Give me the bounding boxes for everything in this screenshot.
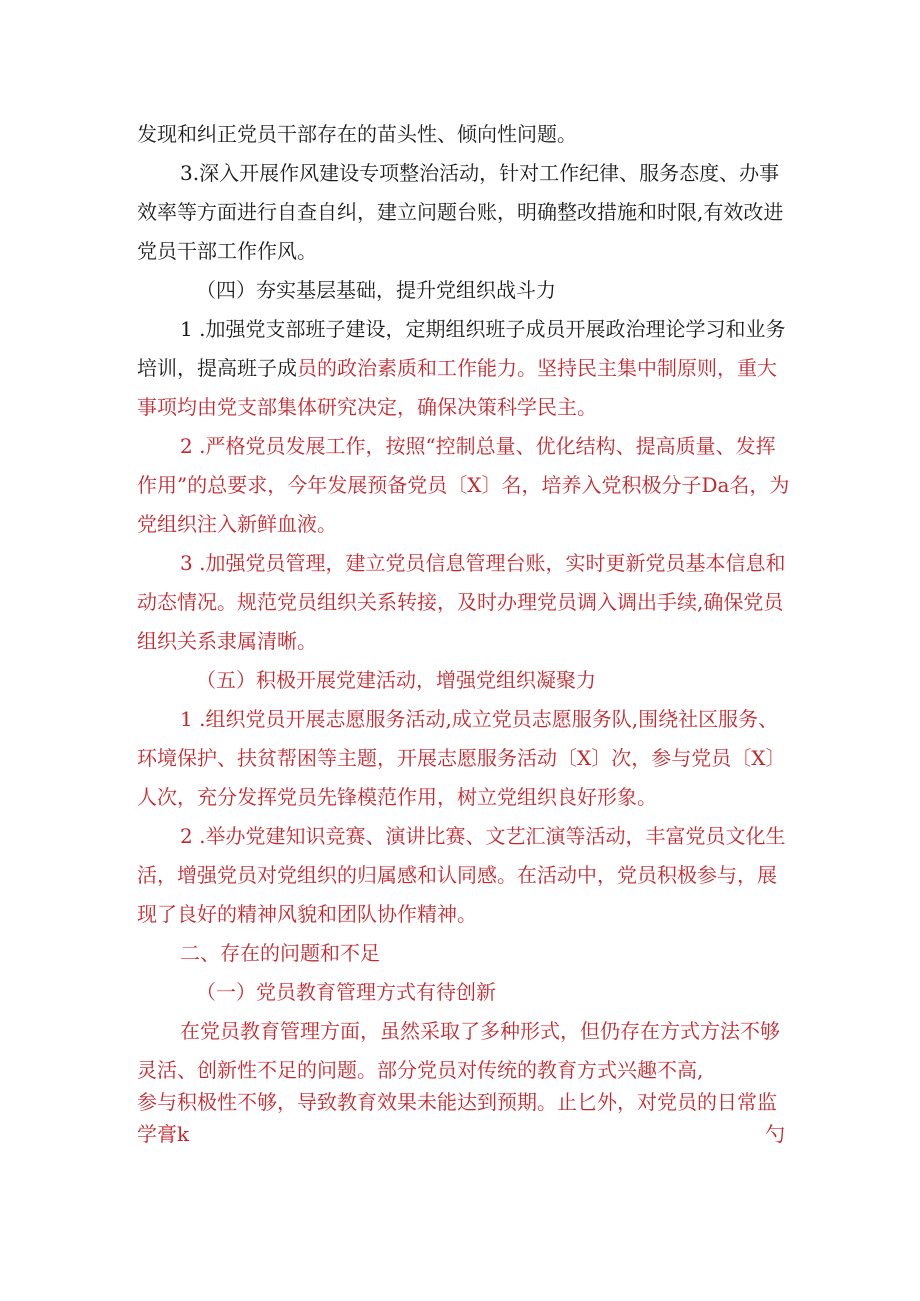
text-line: 环境保护、扶贫帮困等主题，开展志愿服务活动〔X〕次，参与党员〔X〕 (137, 746, 786, 770)
text-line: 发现和纠正党员干部存在的苗头性、倾向性问题。 (137, 122, 577, 146)
text-segment: 培训，提高班子成 (137, 356, 297, 380)
text-line: 学膏k (137, 1122, 190, 1146)
text-line: 活，增强党员对党组织的归属感和认同感。在活动中，党员积极参与，展 (137, 863, 777, 887)
text-line: 人次，充分发挥党员先锋模范作用，树立党组织良好形象。 (137, 785, 657, 809)
text-line: 党员干部工作作风。 (137, 239, 317, 263)
text-line: 组织关系隶属清晰。 (137, 629, 317, 653)
text-line: 3 .加强党员管理，建立党员信息管理台账，实时更新党员基本信息和 (180, 551, 786, 575)
section-heading: （四）夯实基层基础，提升党组织战斗力 (196, 278, 556, 302)
text-line: 1 .组织党员开展志愿服务活动,成立党员志愿服务队,围绕社区服务、 (180, 707, 779, 731)
section-heading: （一）党员教育管理方式有待创新 (196, 980, 496, 1004)
text-line: 党组织注入新鲜血液。 (137, 512, 337, 536)
text-line: 参与积极性不够，导致教育效果未能达到预期。止匕外，对党员的日常监 (137, 1090, 777, 1114)
section-heading: （五）积极开展党建活动，增强党组织凝聚力 (196, 668, 596, 692)
text-line: 动态情况。规范党员组织关系转接，及时办理党员调入调出手续,确保党员 (137, 590, 784, 614)
text-line: 在党员教育管理方面，虽然采取了多种形式，但仍存在方式方法不够 (180, 1019, 780, 1043)
text-line: 事项均由党支部集体研究决定，确保决策科学民主。 (137, 395, 597, 419)
text-line: 效率等方面进行自查自纠，建立问题台账，明确整改措施和时限,有效改进 (137, 200, 784, 224)
text-segment-red: 员的政治素质和工作能力。坚持民主集中制原则，重大 (297, 356, 777, 380)
section-heading: 二、存在的问题和不足 (180, 941, 380, 965)
text-line: 2 .严格党员发展工作，按照“控制总量、优化结构、提高质量、发挥 (180, 434, 776, 458)
text-line: 2 .举办党建知识竞赛、演讲比赛、文艺汇演等活动，丰富党员文化生 (180, 824, 786, 848)
text-line: 1 .加强党支部班子建设，定期组织班子成员开展政治理论学习和业务 (180, 317, 786, 341)
text-line: 灵活、创新性不足的问题。部分党员对传统的教育方式兴趣不高, (137, 1058, 704, 1082)
text-fragment: 勺 (765, 1122, 785, 1146)
text-line: 作用”的总要求，今年发展预备党员〔X〕名，培养入党积极分子Da名，为 (137, 473, 790, 497)
text-line: 3.深入开展作风建设专项整治活动，针对工作纪律、服务态度、办事 (180, 161, 780, 185)
text-line (137, 355, 777, 381)
text-line: 现了良好的精神风貌和团队协作精神。 (137, 902, 477, 926)
